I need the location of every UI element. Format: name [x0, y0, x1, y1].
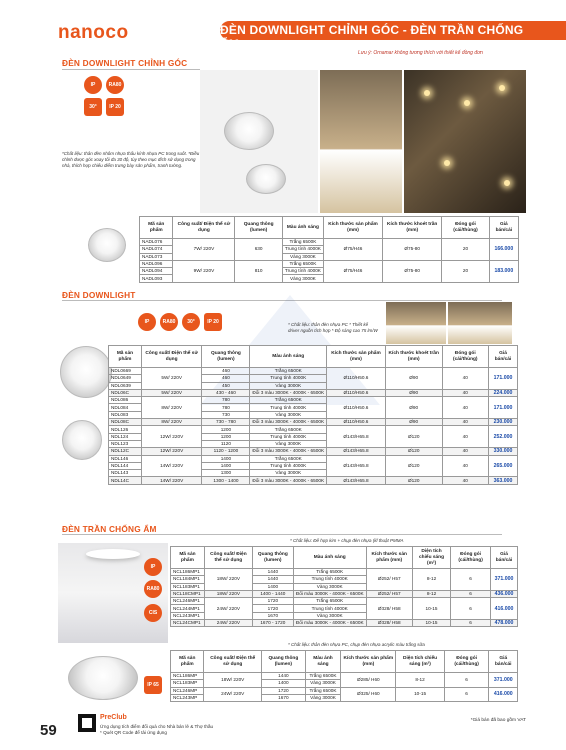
cell-code: NADL096 — [140, 260, 173, 267]
cell-lumen: 1400 — [202, 455, 250, 462]
cell-power: 5W/ 220V — [141, 368, 202, 390]
cell-code: NDL084 — [109, 404, 142, 411]
cell-code: NCL183MP — [171, 680, 204, 687]
cell-power: 14W/ 220V — [141, 477, 202, 484]
cell-power: 24W/ 220V — [204, 620, 252, 627]
cell-code: NCL244MP1 — [171, 605, 205, 612]
cell-price: 416.000 — [490, 598, 517, 620]
table-row — [171, 590, 518, 597]
cell-code: NDL083 — [109, 411, 142, 418]
table-row — [171, 687, 518, 694]
col-area: Diện tích chiếu sáng (m²) — [396, 651, 444, 673]
cell-area: 10-15 — [412, 598, 450, 620]
qr-code-icon[interactable] — [78, 714, 96, 732]
cell-lumen: 1670 - 1720 — [252, 620, 293, 627]
cell-code: NDL0669 — [109, 368, 142, 375]
cell-packing: 20 — [442, 260, 489, 282]
cell-code: NDL0639 — [109, 382, 142, 389]
cell-lumen: 630 — [235, 239, 283, 261]
cell-code: NDL06C — [109, 389, 142, 396]
cell-code: NDL124 — [109, 433, 142, 440]
cell-color: Đổi màu 3000K - 4000K - 6500K — [293, 620, 366, 627]
cell-lumen: 1440 — [261, 673, 305, 680]
cell-color: Trắng 6500K — [250, 397, 327, 404]
cell-color: Vàng 3000K — [293, 583, 366, 590]
cell-size: Ø143/H65.8 — [327, 477, 386, 484]
cell-size: Ø110/H50.6 — [327, 368, 386, 390]
cell-color: Trung tính 4000K — [293, 576, 366, 583]
ip20-icon: IP 20 — [106, 98, 124, 116]
cell-packing: 20 — [442, 239, 489, 261]
cell-code: NADL074 — [140, 246, 173, 253]
cell-lumen: 1670 — [252, 612, 293, 619]
room-photo — [320, 70, 402, 213]
col-price: Giá bán/cái — [488, 346, 517, 368]
cell-color: Đổi 3 màu 3000K - 4000K - 6500K — [250, 477, 327, 484]
preclub-line-1: Ứng dụng tích điểm đổi quà cho Nhà bán lẻ & Thợ thầu — [100, 724, 214, 729]
cell-lumen: 1120 - 1200 — [202, 448, 250, 455]
cell-cutout: Ø120 — [385, 426, 442, 448]
col-packing: Đóng gói (cái/thùng) — [451, 547, 491, 569]
table-header-row — [171, 547, 518, 569]
cell-color: Trung tính 4000K — [250, 433, 327, 440]
cell-size: Ø110/H50.6 — [327, 397, 386, 419]
cell-power: 12W/ 220V — [141, 426, 202, 448]
cell-code: NCL186MP1 — [171, 569, 205, 576]
cell-lumen: 1300 - 1400 — [202, 477, 250, 484]
col-product-code: Mã sản phẩm — [171, 651, 204, 673]
cell-color: Trắng 6500K — [250, 455, 327, 462]
cell-area: 8-12 — [396, 673, 444, 688]
cell-code: NADL094 — [140, 268, 173, 275]
cis-icon: CIS — [144, 604, 162, 622]
col-area: Diện tích chiếu sáng (m²) — [412, 547, 450, 569]
cell-size: Ø143/H65.8 — [327, 448, 386, 455]
cell-price: 363.000 — [488, 477, 517, 484]
cell-color: Trung tính 4000K — [250, 462, 327, 469]
cell-code: NCL243MP — [171, 694, 204, 701]
cell-lumen: 780 — [202, 404, 250, 411]
cell-power: 12W/ 220V — [141, 448, 202, 455]
section1-description: *Chất liệu: thân đèn nhôm nhựa thấu kính nhựa PC trong suốt. *Điều chỉnh được góc xoay tối đa 30 độ, tùy theo mục đích sử dụng trong nhà, thích hợp chiếu điểm trưng bày sản phẩm, tranh tường. — [62, 151, 200, 168]
cell-area: 10-15 — [412, 620, 450, 627]
interior-photo-1 — [386, 302, 446, 344]
spec-table-downlight — [108, 345, 518, 485]
col-power: Công suất/ Điện thế sử dụng — [204, 547, 252, 569]
cell-color: Đổi 3 màu 3000K - 4000K - 6500K — [250, 389, 327, 396]
table-row — [109, 389, 518, 396]
cell-code: NCL246MP1 — [171, 598, 205, 605]
downlight-image — [60, 346, 112, 398]
col-power: Công suất/ Điện thế sử dụng — [173, 217, 235, 239]
interior-photo-2 — [448, 302, 512, 344]
cell-color: Vàng 3000K — [250, 470, 327, 477]
col-cutout: Kích thước khoét trần (mm) — [385, 346, 442, 368]
section-divider — [62, 534, 502, 535]
cell-price: 330.000 — [488, 448, 517, 455]
cell-size: Ø328/ H58 — [366, 598, 412, 620]
cell-lumen: 1720 — [252, 598, 293, 605]
table-row — [140, 260, 519, 267]
cell-area: 10-15 — [396, 687, 444, 702]
cell-cutout: Ø75-80 — [383, 239, 442, 261]
spec-table-ceiling-acrylic — [170, 650, 518, 702]
cell-color: Trung tính 4000K — [282, 246, 323, 253]
col-product-code: Mã sản phẩm — [109, 346, 142, 368]
cell-packing: 40 — [442, 419, 488, 426]
cell-code: NDL14C — [109, 477, 142, 484]
section-title-moisture-proof-ceiling: ĐÈN TRẦN CHỐNG ẨM — [62, 524, 157, 534]
preclub-title: PreClub — [100, 714, 127, 721]
cell-price: 371.000 — [489, 673, 518, 688]
cell-lumen: 1720 — [261, 687, 305, 694]
page-title: ĐÈN DOWNLIGHT CHỈNH GÓC - ĐÈN TRẦN CHỐNG ẨM — [220, 23, 524, 51]
spec-table-adjustable-downlight — [139, 216, 519, 283]
table-row — [109, 397, 518, 404]
compatibility-note: Lưu ý: Ornamar không tương thích với thiết kế đồng đơn — [358, 50, 483, 56]
cell-packing: 6 — [444, 687, 489, 702]
col-lumen: Quang thông (lumen) — [261, 651, 305, 673]
cell-size: Ø252/ H57 — [366, 569, 412, 591]
page-number: 59 — [40, 722, 57, 739]
cell-lumen: 1400 — [252, 583, 293, 590]
col-color: Màu ánh sáng — [282, 217, 323, 239]
cell-code: NDL0649 — [109, 375, 142, 382]
cell-power: 8W/ 220V — [141, 419, 202, 426]
table-row — [109, 368, 518, 375]
cell-code: NADL076 — [140, 239, 173, 246]
cell-color: Trắng 6500K — [282, 239, 323, 246]
cell-power: 24W/ 220V — [204, 598, 252, 620]
cell-power: 14W/ 220V — [141, 455, 202, 477]
feature-icons — [144, 676, 164, 694]
feature-icons — [84, 76, 132, 116]
cell-size: Ø110/H50.6 — [327, 419, 386, 426]
cell-power: 24W/ 220V — [204, 687, 261, 702]
cell-price: 371.000 — [490, 569, 517, 591]
cell-packing: 6 — [451, 569, 491, 591]
cell-power: 18W/ 220V — [204, 569, 252, 591]
col-packing: Đóng gói (cái/thùng) — [442, 346, 488, 368]
table-header-row — [140, 217, 519, 239]
cell-code: NCL24CMP1 — [171, 620, 205, 627]
cell-price: 230.000 — [488, 419, 517, 426]
cell-size: Ø143/H65.8 — [327, 426, 386, 448]
feature-icons — [144, 604, 164, 622]
cell-packing: 6 — [451, 620, 491, 627]
cell-area: 8-12 — [412, 569, 450, 591]
cell-size: Ø252/ H57 — [366, 590, 412, 597]
cell-price: 166.000 — [489, 239, 518, 261]
cell-code: NDL123 — [109, 440, 142, 447]
cell-lumen: 730 - 780 — [202, 419, 250, 426]
cell-cutout: Ø120 — [385, 455, 442, 477]
col-size: Kích thước sản phẩm (mm) — [366, 547, 412, 569]
cell-lumen: 1670 — [261, 694, 305, 701]
table-row — [171, 598, 518, 605]
table-header-row — [171, 651, 518, 673]
col-price: Giá bán/cái — [489, 651, 518, 673]
cell-price: 265.000 — [488, 455, 517, 477]
cell-color: Vàng 3000K — [250, 411, 327, 418]
cell-packing: 40 — [442, 368, 488, 390]
col-price: Giá bán/cái — [490, 547, 517, 569]
cell-lumen: 460 — [202, 368, 250, 375]
cell-packing: 40 — [442, 389, 488, 396]
col-power: Công suất/ Điện thế sử dụng — [141, 346, 202, 368]
page-header — [0, 0, 566, 51]
cell-color: Vàng 3000K — [282, 275, 323, 282]
cell-code: NADL073 — [140, 253, 173, 260]
cell-size: Ø325/ H60 — [341, 687, 396, 702]
cell-code: NCL184MP1 — [171, 576, 205, 583]
cell-color: Vàng 3000K — [250, 440, 327, 447]
cell-code: NCL186MP — [171, 673, 204, 680]
cell-price: 416.000 — [489, 687, 518, 702]
cell-packing: 6 — [451, 598, 491, 620]
col-cutout: Kích thước khoét trần (mm) — [383, 217, 442, 239]
cell-code: NCL243MP1 — [171, 612, 205, 619]
col-lumen: Quang thông (lumen) — [202, 346, 250, 368]
col-lumen: Quang thông (lumen) — [252, 547, 293, 569]
material-note-b: * Chất liệu: thân đèn nhựa PC, chụp đèn nhựa acrylic màu trắng sữa — [288, 642, 425, 647]
ip-rating-icon: IP — [138, 313, 156, 331]
cell-packing: 40 — [442, 455, 488, 477]
cell-color: Trắng 6500K — [305, 687, 340, 694]
cell-code: NDL126 — [109, 426, 142, 433]
cell-code: NDL143 — [109, 470, 142, 477]
product-fixture-image — [224, 112, 274, 150]
cell-lumen: 780 — [202, 397, 250, 404]
cell-power: 18W/ 220V — [204, 673, 261, 688]
cell-lumen: 810 — [235, 260, 283, 282]
col-color: Màu ánh sáng — [250, 346, 327, 368]
table-row — [109, 426, 518, 433]
cell-code: NDL144 — [109, 462, 142, 469]
cell-power: 7W/ 220V — [173, 239, 235, 261]
ra80-icon: RA80 — [160, 313, 178, 331]
ip65-icon: IP 65 — [144, 676, 162, 694]
cell-packing: 40 — [442, 426, 488, 448]
preclub-line-2: * Quét QR Code để tải ứng dụng — [100, 730, 167, 735]
cell-code: NDL146 — [109, 455, 142, 462]
ra80-icon: RA80 — [144, 580, 162, 598]
ra80-icon: RA80 — [106, 76, 124, 94]
cell-cutout: Ø90 — [385, 368, 442, 390]
cell-code: NCL183MP1 — [171, 583, 205, 590]
cell-size: Ø75/H46 — [323, 239, 382, 261]
cell-cutout: Ø120 — [385, 477, 442, 484]
col-size: Kích thước sản phẩm (mm) — [327, 346, 386, 368]
cell-lumen: 430 - 460 — [202, 389, 250, 396]
col-size: Kích thước sản phẩm (mm) — [341, 651, 396, 673]
table-row — [109, 419, 518, 426]
cell-cutout: Ø75-80 — [383, 260, 442, 282]
cell-packing: 40 — [442, 477, 488, 484]
cell-size: Ø328/ H58 — [366, 620, 412, 627]
cell-price: 252.000 — [488, 426, 517, 448]
cell-lumen: 1200 — [202, 433, 250, 440]
cell-lumen: 1400 — [202, 462, 250, 469]
cell-cutout: Ø120 — [385, 448, 442, 455]
cell-cutout: Ø90 — [385, 389, 442, 396]
table-row — [109, 477, 518, 484]
cell-color: Trắng 6500K — [250, 426, 327, 433]
col-color: Màu ánh sáng — [293, 547, 366, 569]
col-price: Giá bán/cái — [489, 217, 518, 239]
cell-packing: 40 — [442, 397, 488, 419]
cell-size: Ø143/H65.8 — [327, 455, 386, 477]
cell-power: 5W/ 220V — [141, 389, 202, 396]
col-product-code: Mã sản phẩm — [140, 217, 173, 239]
cell-color: Vàng 3000K — [282, 253, 323, 260]
material-note-a: * Chất liệu: Đế hợp kim + chụp đèn nhựa (kĩ thuật PMMA — [290, 538, 404, 543]
cell-price: 478.000 — [490, 620, 517, 627]
cell-size: Ø285/ H60 — [341, 673, 396, 688]
cell-code: NDL12C — [109, 448, 142, 455]
cell-lumen: 1400 — [261, 680, 305, 687]
cell-code: NCL246MP — [171, 687, 204, 694]
table-row — [171, 673, 518, 680]
cell-price: 224.000 — [488, 389, 517, 396]
cell-lumen: 1720 — [252, 605, 293, 612]
cell-lumen: 1440 — [252, 576, 293, 583]
feature-icons — [138, 313, 298, 331]
table-row — [171, 620, 518, 627]
cell-lumen: 1200 — [202, 426, 250, 433]
ceiling-spotlight-photo — [404, 70, 526, 213]
table-row — [140, 239, 519, 246]
col-color: Màu ánh sáng — [305, 651, 340, 673]
ip-rating-icon: IP — [144, 558, 162, 576]
cell-lumen: 460 — [202, 375, 250, 382]
cell-cutout: Ø90 — [385, 397, 442, 419]
cell-color: Đổi màu 3000K - 4000K - 6500K — [293, 590, 366, 597]
downlight-image-2 — [62, 420, 102, 460]
cell-power: 8W/ 220V — [141, 397, 202, 419]
cell-lumen: 450 — [202, 382, 250, 389]
ip-rating-icon: IP — [84, 76, 102, 94]
cell-size: Ø75/H46 — [323, 260, 382, 282]
spec-table-ceiling-pmma — [170, 546, 518, 627]
cell-color: Vàng 3000K — [305, 694, 340, 701]
cell-code: NCL18CMP1 — [171, 590, 205, 597]
cell-price: 171.000 — [488, 368, 517, 390]
cell-color: Vàng 3000K — [293, 612, 366, 619]
product-fixture-image-2 — [246, 164, 286, 194]
section-divider — [62, 69, 200, 70]
cell-lumen: 1440 — [252, 569, 293, 576]
table-row — [171, 569, 518, 576]
adjustable-downlight-image — [88, 228, 126, 262]
cell-color: Trắng 6500K — [293, 598, 366, 605]
cell-lumen: 1120 — [202, 440, 250, 447]
cell-color: Đổi 3 màu 3000K - 4000K - 6500K — [250, 419, 327, 426]
cell-packing: 6 — [451, 590, 491, 597]
vat-footnote: *Giá bán đã bao gồm VAT — [470, 718, 526, 723]
cell-color: Trung tính 4000K — [293, 605, 366, 612]
table-header-row — [109, 346, 518, 368]
ceiling-lamp-image — [68, 656, 138, 700]
col-packing: Đóng gói (cái/thùng) — [442, 217, 489, 239]
cell-packing: 6 — [444, 673, 489, 688]
cell-cutout: Ø90 — [385, 419, 442, 426]
cell-color: Vàng 3000K — [305, 680, 340, 687]
adjustable-downlight-product-photo — [200, 70, 318, 213]
cell-code: NADL093 — [140, 275, 173, 282]
col-product-code: Mã sản phẩm — [171, 547, 205, 569]
section-title-adjustable-downlight: ĐÈN DOWNLIGHT CHỈNH GÓC — [62, 58, 188, 68]
cell-code: NDL086 — [109, 397, 142, 404]
col-packing: Đóng gói (cái/thùng) — [444, 651, 489, 673]
section2-description: * Chất liệu: thân đèn nhựa PC * Thiết kế driver nguồn tích hợp * Độ sáng cao 75 lm/W — [288, 322, 378, 333]
cell-color: Trắng 6500K — [293, 569, 366, 576]
cell-lumen: 730 — [202, 411, 250, 418]
cell-code: NDL08C — [109, 419, 142, 426]
col-size: Kích thước sản phẩm (mm) — [323, 217, 382, 239]
cell-area: 8-12 — [412, 590, 450, 597]
table-row — [109, 455, 518, 462]
preclub-description — [100, 724, 213, 736]
angle-30-icon: 30° — [182, 313, 200, 331]
table-row — [109, 448, 518, 455]
header-bar — [220, 21, 566, 51]
cell-color: Trung tính 4000K — [250, 375, 327, 382]
cell-color: Trắng 6500K — [305, 673, 340, 680]
cell-color: Trung tính 4000K — [282, 268, 323, 275]
feature-icons — [144, 558, 164, 598]
section-title-downlight: ĐÈN DOWNLIGHT — [62, 290, 136, 300]
ip20-icon: IP 20 — [204, 313, 222, 331]
cell-color: Vàng 3000K — [250, 382, 327, 389]
cell-size: Ø110/H50.6 — [327, 389, 386, 396]
cell-packing: 40 — [442, 448, 488, 455]
cell-color: Đổi 3 màu 3000K - 4000K - 6500K — [250, 448, 327, 455]
cell-power: 9W/ 220V — [173, 260, 235, 282]
cell-color: Trắng 6500K — [250, 368, 327, 375]
cell-color: Trắng 6500K — [282, 260, 323, 267]
cell-lumen: 1400 - 1440 — [252, 590, 293, 597]
cell-price: 171.000 — [488, 397, 517, 419]
brand-logo: nanoco — [58, 22, 129, 43]
col-power: Công suất/ Điện thế sử dụng — [204, 651, 261, 673]
cell-price: 183.000 — [489, 260, 518, 282]
cell-lumen: 1300 — [202, 470, 250, 477]
cell-power: 18W/ 220V — [204, 590, 252, 597]
cell-color: Trung tính 4000K — [250, 404, 327, 411]
angle-30-icon: 30° — [84, 98, 102, 116]
cell-price: 436.000 — [490, 590, 517, 597]
col-lumen: Quang thông (lumen) — [235, 217, 283, 239]
